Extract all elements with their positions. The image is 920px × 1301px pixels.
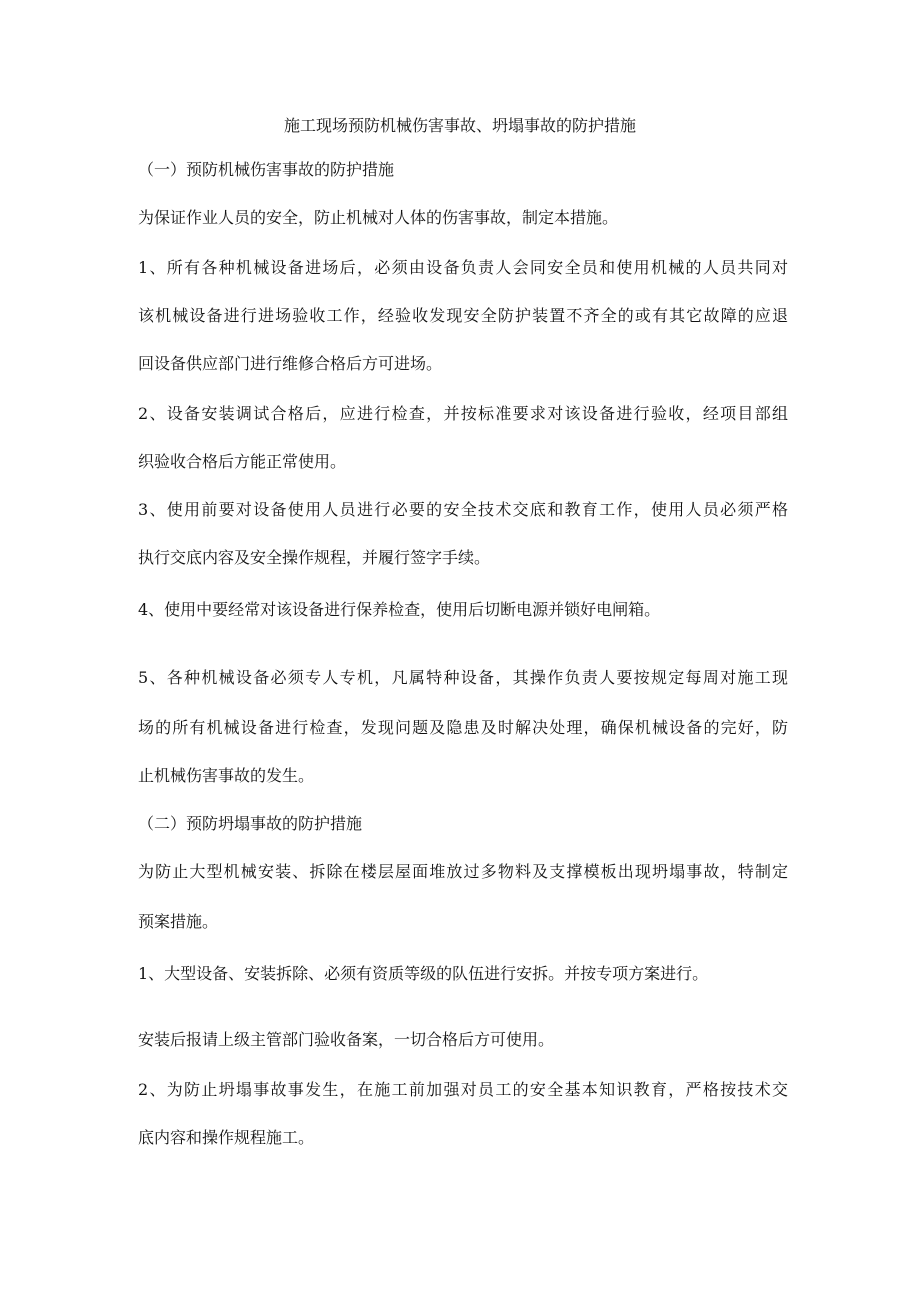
paragraph-line: 4、使用中要经常对该设备进行保养检查，使用后切断电源并锁好电闸箱。 (138, 600, 661, 619)
paragraph-line: 该机械设备进行进场验收工作，经验收发现安全防护装置不齐全的或有其它故障的应退 (138, 306, 788, 325)
paragraph-line: 预案措施。 (138, 912, 219, 931)
paragraph-line: 5、各种机械设备必须专人专机，凡属特种设备，其操作负责人要按规定每周对施工现 (138, 668, 788, 687)
paragraph-line: 为防止大型机械安装、拆除在楼层屋面堆放过多物料及支撑模板出现坍塌事故，特制定 (138, 862, 788, 881)
paragraph-line: 3、使用前要对设备使用人员进行必要的安全技术交底和教育工作，使用人员必须严格 (138, 500, 788, 519)
paragraph-line: 场的所有机械设备进行检查，发现问题及隐患及时解决处理，确保机械设备的完好，防 (138, 718, 788, 737)
paragraph-line: 回设备供应部门进行维修合格后方可进场。 (138, 354, 443, 373)
document-title: 施工现场预防机械伤害事故、坍塌事故的防护措施 (283, 116, 636, 135)
paragraph-line: 织验收合格后方能正常使用。 (138, 452, 347, 471)
paragraph-line: 止机械伤害事故的发生。 (138, 766, 315, 785)
section-heading-2: （二）预防坍塌事故的防护措施 (138, 814, 363, 833)
paragraph-line: 底内容和操作规程施工。 (138, 1128, 315, 1147)
paragraph-line: 1、所有各种机械设备进场后，必须由设备负责人会同安全员和使用机械的人员共同对 (138, 258, 788, 277)
section-heading-1: （一）预防机械伤害事故的防护措施 (138, 160, 395, 179)
paragraph-line: 2、设备安装调试合格后，应进行检查，并按标准要求对该设备进行验收，经项目部组 (138, 404, 788, 423)
paragraph-line: 安装后报请上级主管部门验收备案，一切合格后方可使用。 (138, 1030, 555, 1049)
paragraph-line: 1、大型设备、安装拆除、必须有资质等级的队伍进行安拆。并按专项方案进行。 (138, 964, 709, 983)
paragraph-line: 2、为防止坍塌事故事发生，在施工前加强对员工的安全基本知识教育，严格按技术交 (138, 1080, 788, 1099)
paragraph-line: 为保证作业人员的安全，防止机械对人体的伤害事故，制定本措施。 (138, 208, 619, 227)
paragraph-line: 执行交底内容及安全操作规程，并履行签字手续。 (138, 548, 491, 567)
